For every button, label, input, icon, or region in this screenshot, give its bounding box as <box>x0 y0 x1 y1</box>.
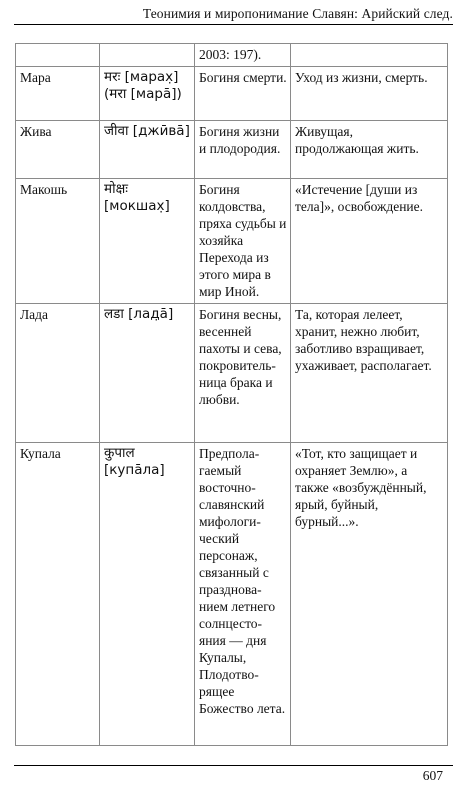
continuation-text: 2003: 197). <box>195 44 291 67</box>
sanskrit-cell <box>100 179 195 304</box>
sanskrit-term: (मरा [марā]) <box>104 86 182 102</box>
deity-description: Богиня жизни и плодородия. <box>195 121 291 179</box>
deity-meaning: Та, которая лелеет, хранит, нежно любит, заботливо взращивает, ухаживает, располагает. <box>291 304 448 443</box>
deity-name: Макошь <box>16 179 100 304</box>
sanskrit-term: मोक्षः [мокшах̣] <box>104 181 170 214</box>
table-cell <box>291 44 448 67</box>
table-row <box>16 44 448 67</box>
deity-meaning: «Тот, кто защищает и охраняет Землю», а также «возбуждённый, ярый, буйный, бурный...». <box>291 443 448 746</box>
table-row <box>16 121 448 179</box>
table-row <box>16 443 448 746</box>
deity-meaning: Уход из жизни, смерть. <box>291 67 448 121</box>
deity-description: Богиня колдовства, пряха судьбы и хозяйка Перехода из этого мира в мир Иной. <box>195 179 291 304</box>
sanskrit-term: कुपाल [купāла] <box>104 445 165 478</box>
sanskrit-cell <box>100 304 195 443</box>
deity-name: Мара <box>16 67 100 121</box>
page-number: 607 <box>422 768 443 783</box>
table-row <box>16 179 448 304</box>
deity-name: Жива <box>16 121 100 179</box>
table-cell <box>16 44 100 67</box>
footer-divider <box>14 765 453 766</box>
deity-meaning: Живущая, продолжающая жить. <box>291 121 448 179</box>
header-title: Теонимия и миропонимание Славян: Арийский след. <box>142 6 453 21</box>
sanskrit-cell <box>100 67 195 121</box>
deity-name: Лада <box>16 304 100 443</box>
table-row <box>16 304 448 443</box>
table-row <box>16 67 448 121</box>
sanskrit-cell <box>100 443 195 746</box>
sanskrit-cell <box>100 121 195 179</box>
table-cell <box>100 44 195 67</box>
deity-name: Купала <box>16 443 100 746</box>
sanskrit-term: लडा [лад̣ā] <box>104 306 174 322</box>
running-header <box>14 6 453 25</box>
deity-description: Предпола-гаемый восточно-славянский мифологи-ческий персонаж, связанный с празднова-нием летнего солнцесто-яния — дня Купалы, Плодотво-рящее Божество лета. <box>195 443 291 746</box>
sanskrit-term: मरः [марах̣] <box>104 69 179 85</box>
deity-meaning: «Истечение [души из тела]», освобождение. <box>291 179 448 304</box>
deity-description: Богиня весны, весенней пахоты и сева, покровитель-ница брака и любви. <box>195 304 291 443</box>
sanskrit-term: जीवा [джӣвā] <box>104 123 190 139</box>
deity-description: Богиня смерти. <box>195 67 291 121</box>
theonym-table <box>15 43 448 746</box>
